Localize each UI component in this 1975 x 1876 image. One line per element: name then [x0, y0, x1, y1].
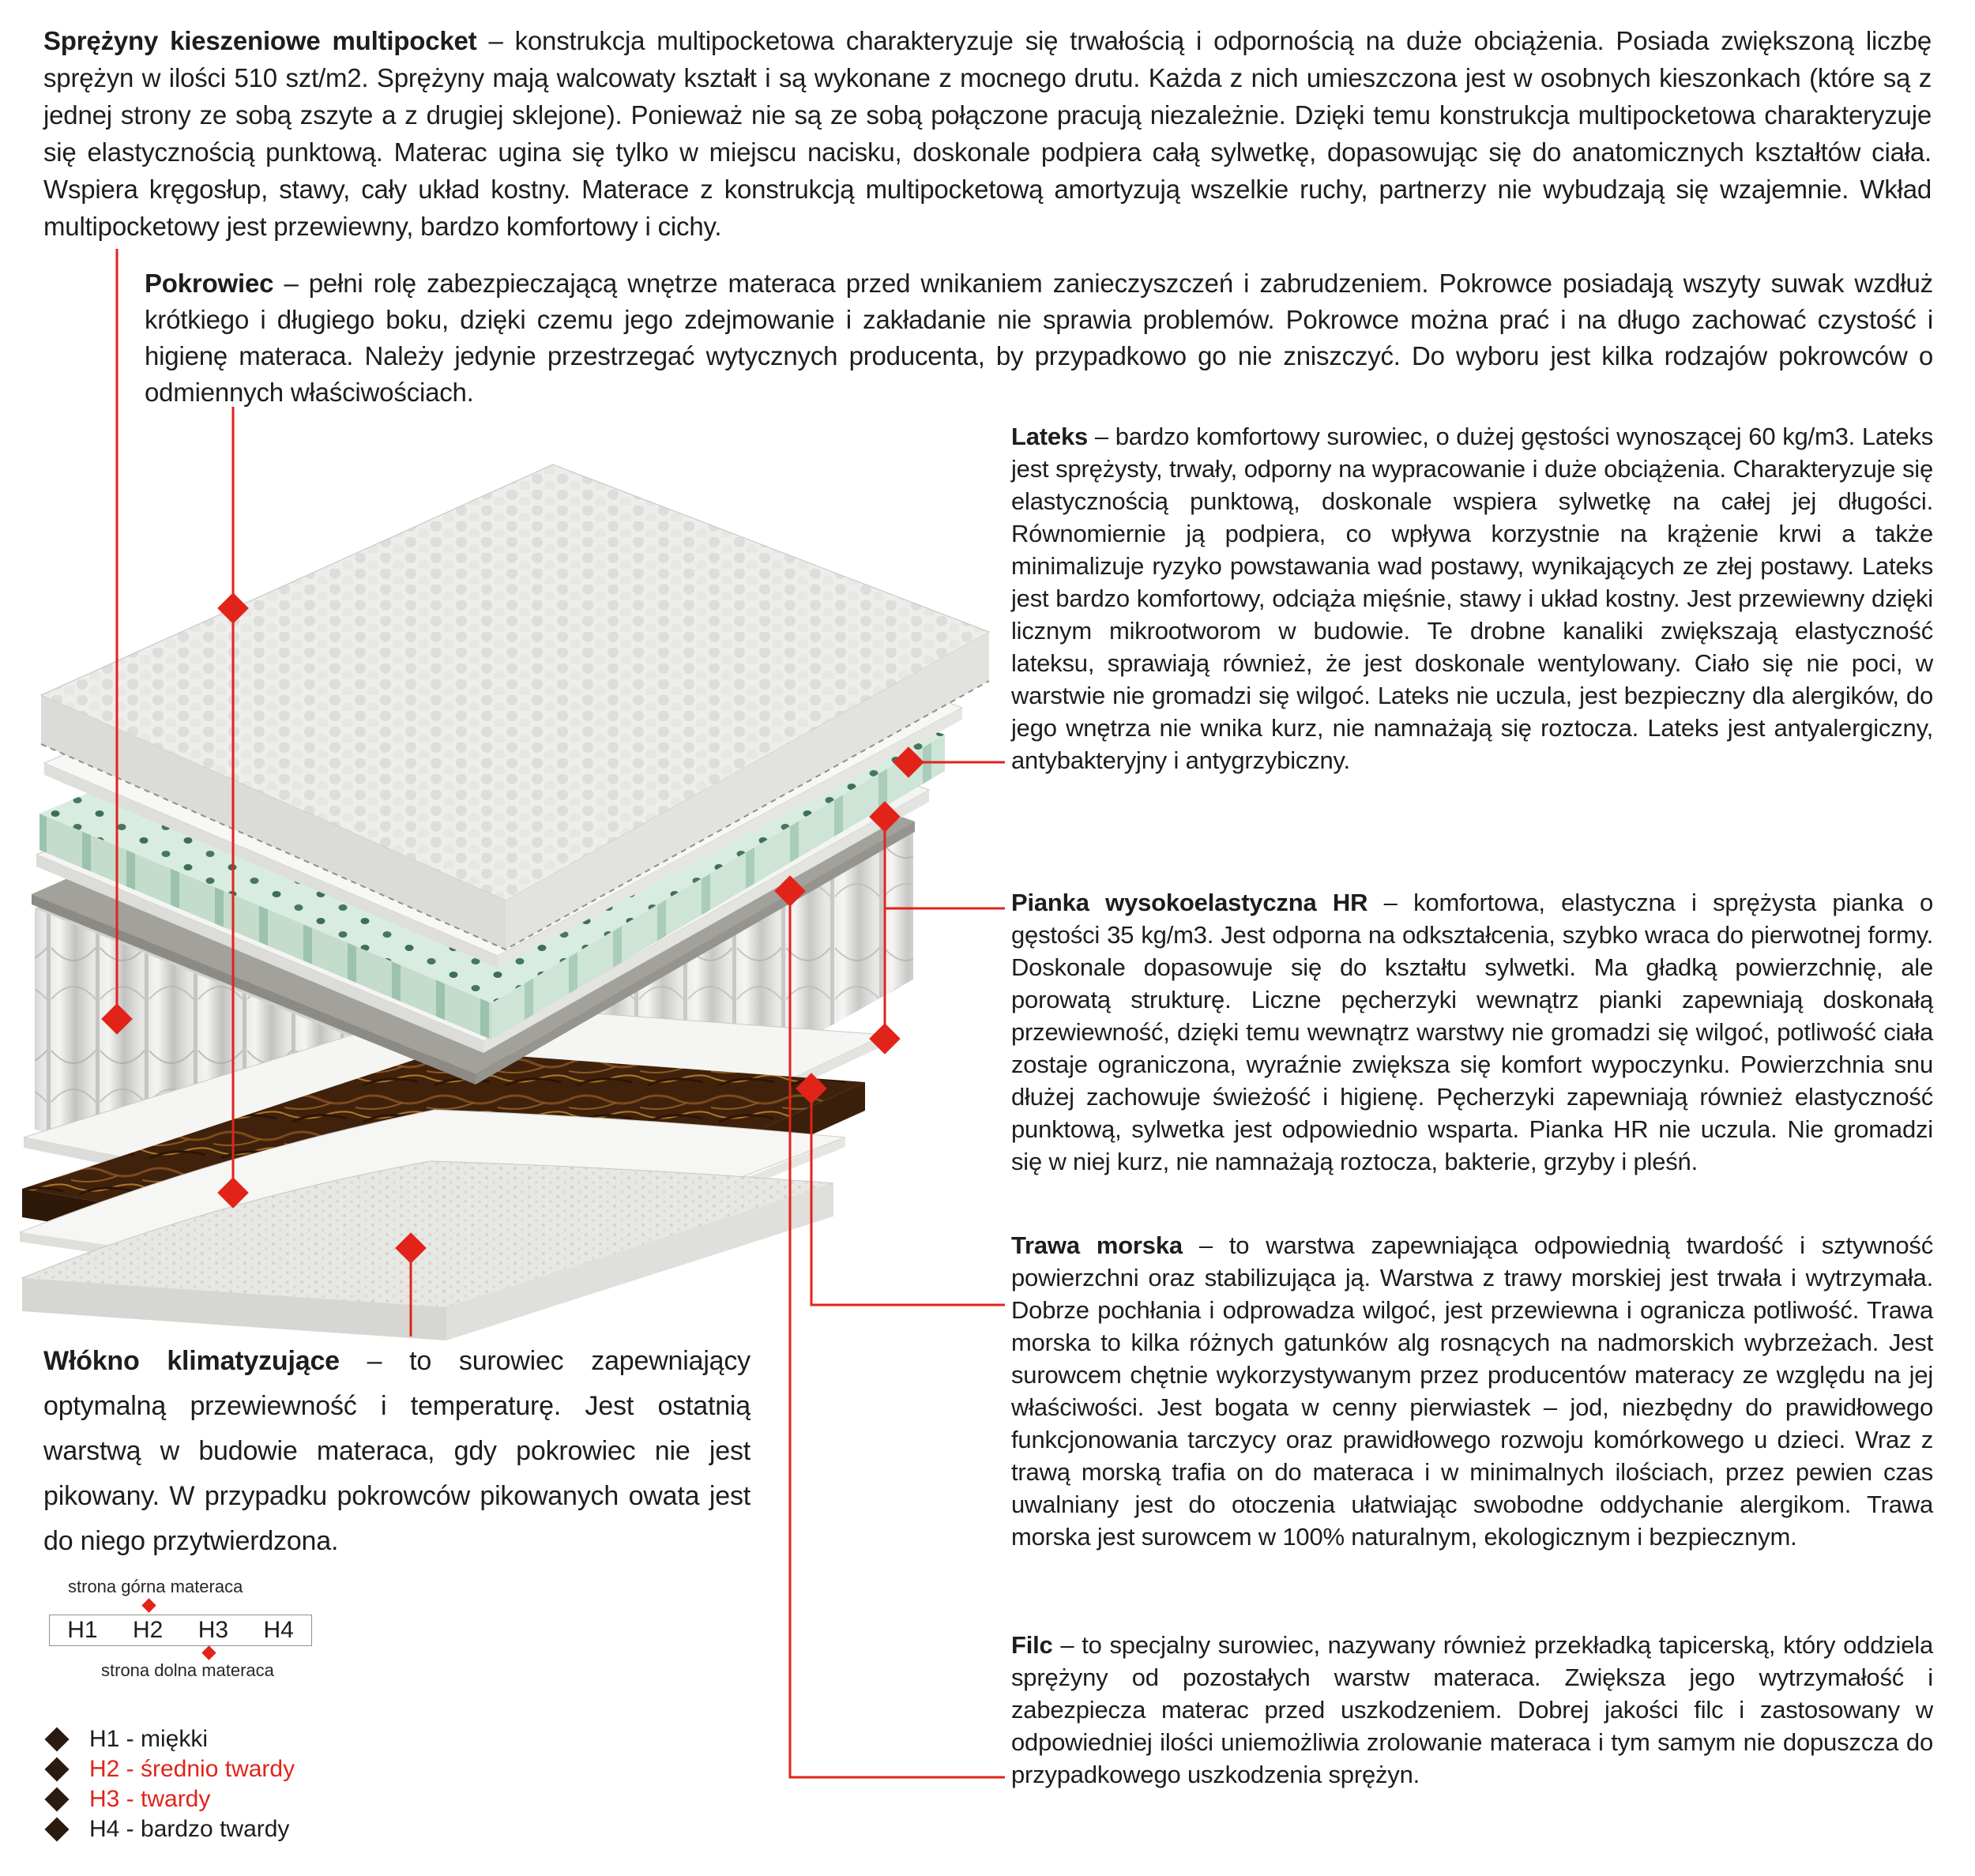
legend-label-h1: H1 - miękki — [89, 1726, 209, 1752]
legend-label-h2: H2 - średnio twardy — [89, 1756, 295, 1782]
paragraph-filc — [1011, 1629, 1933, 1791]
heading-filc: Filc — [1011, 1631, 1053, 1659]
firmness-legend — [43, 1724, 295, 1844]
legend-diamond-icon — [44, 1727, 69, 1751]
firmness-cell-h2: H2 — [132, 1617, 164, 1643]
body-wlokno-klimatyzujace: – to surowiec zapewniający optymalną przewiewność i temperaturę. Jest ostatnią warstwą w budowie materaca, gdy pokrowiec nie jest pikowany. W przypadku pokrowców pikowanych owata jest do niego przytwierdzona. — [43, 1346, 750, 1556]
paragraph-sprezyny — [43, 22, 1932, 245]
paragraph-lateks — [1011, 420, 1933, 776]
firmness-cell-h3: H3 — [198, 1617, 229, 1643]
legend-diamond-icon — [44, 1757, 69, 1781]
firmness-bottom-label: strona dolna materaca — [101, 1660, 274, 1680]
firmness-cell-h1: H1 — [67, 1617, 98, 1643]
firmness-top-label: strona górna materaca — [68, 1577, 243, 1596]
heading-trawa-morska: Trawa morska — [1011, 1231, 1183, 1259]
body-pianka-hr: – komfortowa, elastyczna i sprężysta pianka o gęstości 35 kg/m3. Jest odporna na odkształcenia, szybko wraca do pierwotnej formy. Doskonale dopasowuje się do kształtu sylwetki. Ma gładką powierzchnię, ale porowatą strukturę. Liczne pęcherzyki wewnątrz pianki zapewniają doskonałą przewiewność, dzięki temu wewnątrz warstwy nie gromadzi się wilgoć, potliwość ciała zostaje ograniczona, wyraźnie zwiększa się komfort wypoczynku. Powierzchnia snu dłużej zachowuje świeżość i higienę. Pęcherzyki zapewniają również elastyczność punktową, sylwetka jest odpowiednio wsparta. Pianka HR nie uczula. Nie gromadzi się w niej kurz, nie namnażają roztocza, bakterie, grzyby i pleśń. — [1011, 889, 1933, 1175]
legend-label-h4: H4 - bardzo twardy — [89, 1816, 290, 1842]
paragraph-pianka-hr — [1011, 886, 1933, 1178]
legend-diamond-icon — [44, 1787, 69, 1811]
body-filc: – to specjalny surowiec, nazywany również przekładką tapicerską, który oddziela sprężyny od pozostałych warstw materaca. Zwiększa jego wytrzymałość i zabezpiecza materac przed uszkodzeniem. Dobrej jakości filc i zastosowany w odpowiedniej ilości uniemożliwia zrolowanie materaca i tym samym nie dopuszcza do przypadkowego uszkodzenia sprężyn. — [1011, 1631, 1933, 1788]
legend-item-h4 — [43, 1814, 295, 1844]
heading-sprezyny: Sprężyny kieszeniowe multipocket — [43, 26, 477, 55]
paragraph-pokrowiec — [145, 265, 1933, 411]
legend-item-h2 — [43, 1754, 295, 1784]
legend-item-h1 — [43, 1724, 295, 1754]
body-trawa-morska: – to warstwa zapewniająca odpowiednią twardość i sztywność powierzchni oraz stabilizująca ją. Warstwa z trawy morskiej jest trwała i wytrzymała. Dobrze pochłania i odprowadza wilgoć, jest przewiewna i ogranicza potliwość. Trawa morska to kilka różnych gatunków alg rosnących na nadmorskich wybrzeżach. Jest surowcem chętnie wykorzystywanym przez producentów materacy ze względu na jej właściwości. Jest bogata w cenny pierwiastek – jod, niezbędny do prawidłowego funkcjonowania tarczycy oraz prawidłowego rozwoju komórkowego u dzieci. Wraz z trawą morską trafia on do materaca i w minimalnych ilościach, przez pewien czas uwalniany jest do otoczenia ułatwiając swobodne oddychanie alergikom. Trawa morska jest surowcem w 100% naturalnym, ekologicznym i bezpiecznym. — [1011, 1231, 1933, 1551]
legend-label-h3: H3 - twardy — [89, 1786, 211, 1812]
heading-lateks: Lateks — [1011, 423, 1089, 450]
heading-pokrowiec: Pokrowiec — [145, 269, 274, 298]
paragraph-wlokno-klimatyzujace — [43, 1339, 750, 1564]
paragraph-trawa-morska — [1011, 1229, 1933, 1553]
firmness-scale-table — [49, 1615, 312, 1646]
body-sprezyny: – konstrukcja multipocketowa charakteryzuje się trwałością i odpornością na duże obciążenia. Posiada zwiększoną liczbę sprężyn w ilości 510 szt/m2. Sprężyny mają walcowaty kształt i są wykonane z mocnego drutu. Każda z nich umieszczona jest w osobnych kieszonkach (które są z jednej strony ze sobą zszyte a z drugiej sklejone). Ponieważ nie są ze sobą połączone pracują niezależnie. Dzięki temu konstrukcja multipocketowa charakteryzuje się elastycznością punktową. Materac ugina się tylko w miejscu nacisku, doskonale podpiera całą sylwetkę, dopasowując się do anatomicznych kształtów ciała. Wspiera kręgosłup, stawy, cały układ kostny. Materace z konstrukcją multipocketową amortyzują wszelkie ruchy, partnerzy nie wybudzają się wzajemnie. Wkład multipocketowy jest przewiewny, bardzo komfortowy i cichy. — [43, 26, 1932, 241]
legend-diamond-icon — [44, 1817, 69, 1841]
legend-item-h3 — [43, 1784, 295, 1814]
firmness-cell-h4: H4 — [263, 1617, 294, 1643]
heading-wlokno-klimatyzujace: Włókno klimatyzujące — [43, 1346, 340, 1376]
body-pokrowiec: – pełni rolę zabezpieczającą wnętrze materaca przed wnikaniem zanieczyszczeń i zabrudzeniem. Pokrowce posiadają wszyty suwak wzdłuż krótkiego i długiego boku, dzięki czemu jego zdejmowanie i zakładanie nie sprawia problemów. Pokrowce można prać i na długo zachować czystość i higienę materaca. Należy jedynie przestrzegać wytycznych producenta, by przypadkowo go nie zniszczyć. Do wyboru jest kilka rodzajów pokrowców o odmiennych właściwościach. — [145, 269, 1933, 407]
body-lateks: – bardzo komfortowy surowiec, o dużej gęstości wynoszącej 60 kg/m3. Lateks jest sprężysty, trwały, odporny na wypracowanie i duże obciążenia. Charakteryzuje się elastycznością punktową, doskonale wspiera sylwetkę na całej jej długości. Równomiernie ją podpiera, co wpływa korzystnie na krążenie krwi a także minimalizuje ryzyko powstawania wad postawy, wynikających ze złej postawy. Lateks jest bardzo komfortowy, odciąża mięśnie, stawy i układ kostny. Jest przewiewny dzięki licznym mikrootworom w budowie. Te drobne kanaliki zwiększają elastyczność lateksu, sprawiają również, że jest doskonale wentylowany. Ciało się nie poci, w warstwie nie gromadzi się wilgoć. Lateks nie uczula, jest bezpieczny dla alergików, do jego wnętrza nie wnika kurz, nie namnażają się roztocza. Lateks jest antyalergiczny, antybakteryjny i antygrzybiczny. — [1011, 423, 1933, 774]
heading-pianka-hr: Pianka wysokoelastyczna HR — [1011, 889, 1368, 916]
